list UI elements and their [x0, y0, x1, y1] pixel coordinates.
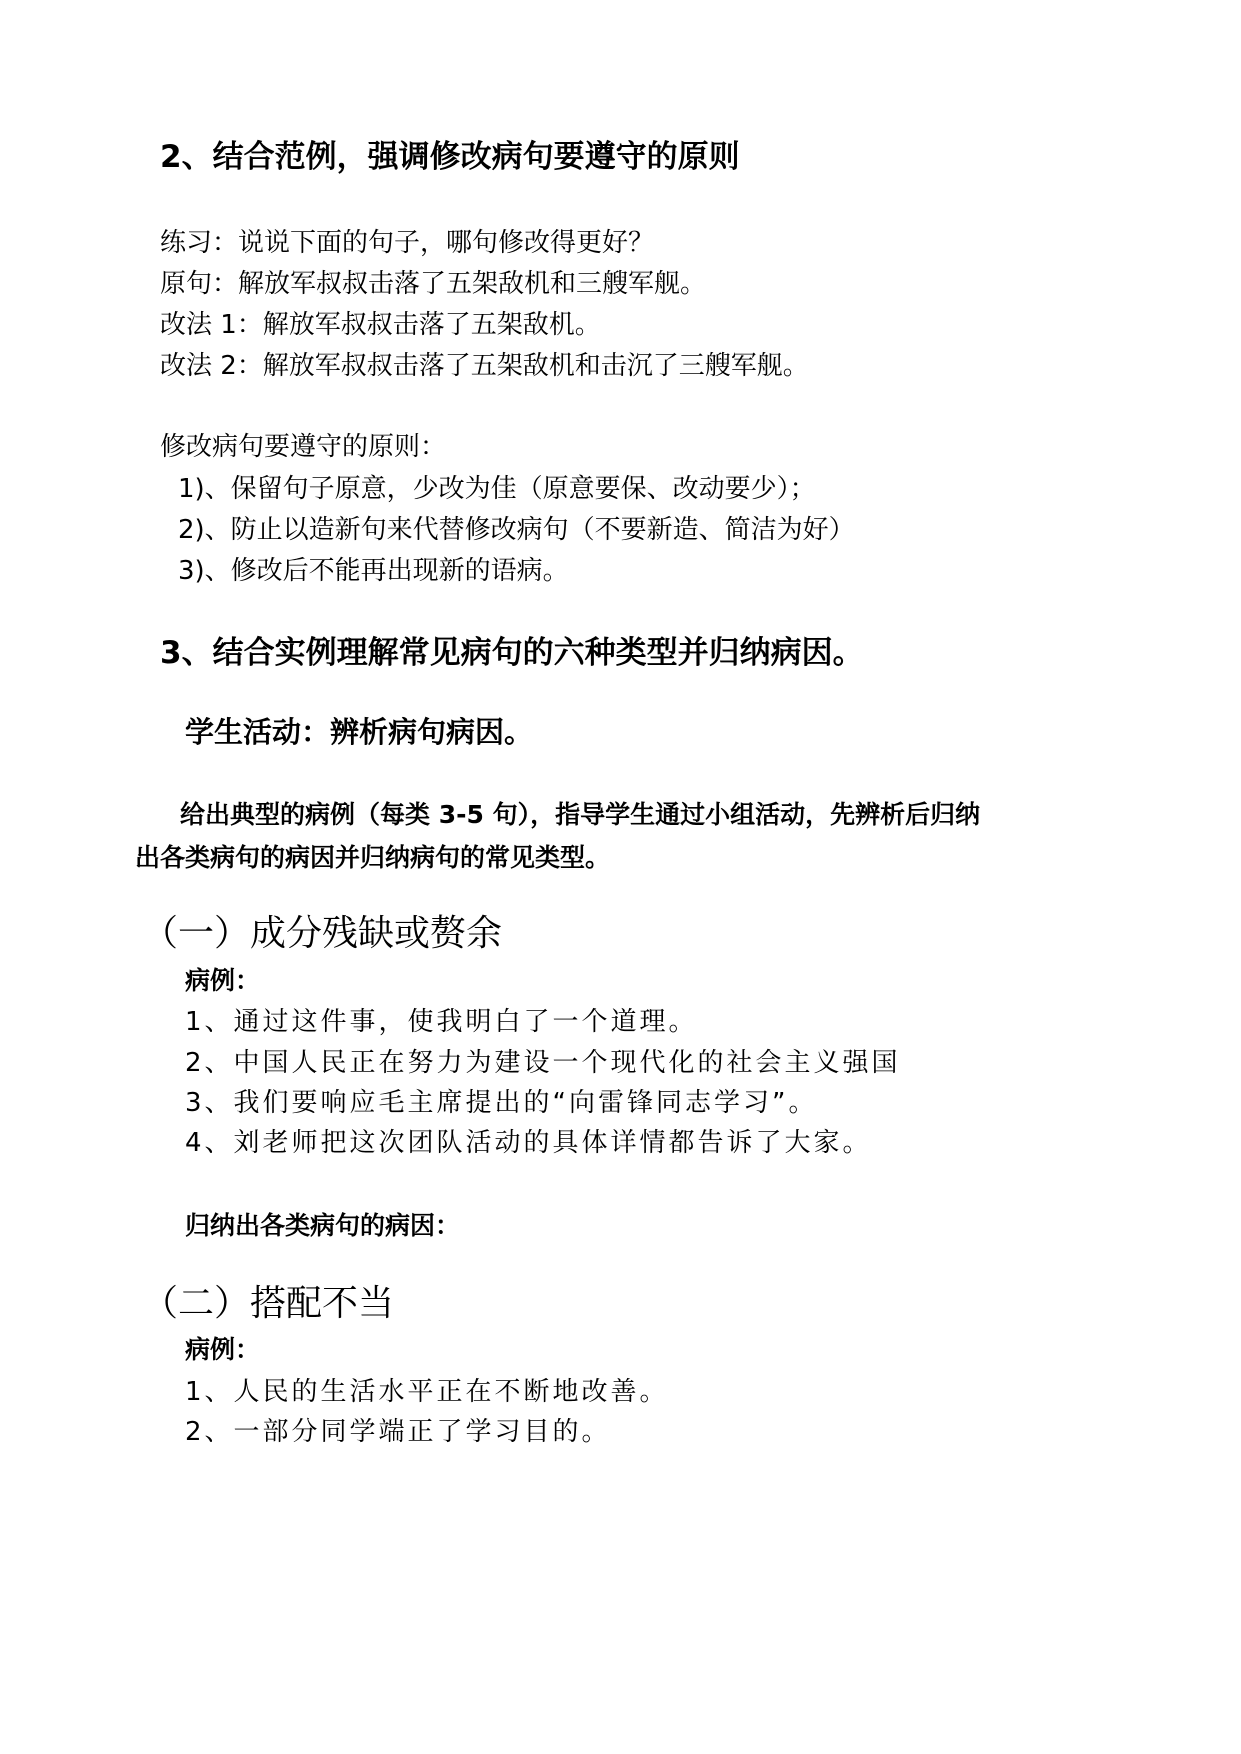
exercise-original: 原句：解放军叔叔击落了五架敌机和三艘军舰。	[160, 269, 707, 299]
category-1-title: （一）成分残缺或赘余	[142, 913, 503, 954]
example-sentence: 1、通过这件事，使我明白了一个道理。	[185, 1007, 698, 1037]
example-sentence: 2、一部分同学端正了学习目的。	[185, 1417, 611, 1447]
principle-item: 3)、修改后不能再出现新的语病。	[178, 556, 569, 586]
exercise-prompt: 练习：说说下面的句子，哪句修改得更好？	[160, 228, 655, 258]
instruction-line-1: 给出典型的病例（每类 3-5 句），指导学生通过小组活动，先辨析后归纳	[180, 800, 981, 829]
example-sentence: 1、人民的生活水平正在不断地改善。	[185, 1377, 669, 1407]
section2-heading: 2、结合范例，强调修改病句要遵守的原则	[160, 139, 740, 175]
category-2-title: （二）搭配不当	[142, 1283, 395, 1324]
category-1-summary: 归纳出各类病句的病因：	[185, 1211, 461, 1240]
example-sentence: 2、中国人民正在努力为建设一个现代化的社会主义强国	[185, 1048, 901, 1078]
principle-item: 2)、防止以造新句来代替修改病句（不要新造、简洁为好）	[178, 515, 855, 545]
instruction-line-2: 出各类病句的病因并归纳病句的常见类型。	[135, 843, 611, 872]
student-activity: 学生活动：辨析病句病因。	[185, 715, 534, 749]
section3-heading: 3、结合实例理解常见病句的六种类型并归纳病因。	[160, 635, 864, 671]
category-1-label: 病例：	[185, 966, 261, 995]
exercise-fix-2: 改法 2：解放军叔叔击落了五架敌机和击沉了三艘军舰。	[160, 351, 809, 381]
principle-item: 1)、保留句子原意，少改为佳（原意要保、改动要少）；	[178, 474, 816, 504]
principles-title: 修改病句要遵守的原则：	[160, 432, 447, 462]
example-sentence: 3、我们要响应毛主席提出的“向雷锋同志学习”。	[185, 1088, 818, 1118]
example-sentence: 4、刘老师把这次团队活动的具体详情都告诉了大家。	[185, 1128, 872, 1158]
exercise-fix-1: 改法 1：解放军叔叔击落了五架敌机。	[160, 310, 601, 340]
category-2-label: 病例：	[185, 1335, 261, 1364]
